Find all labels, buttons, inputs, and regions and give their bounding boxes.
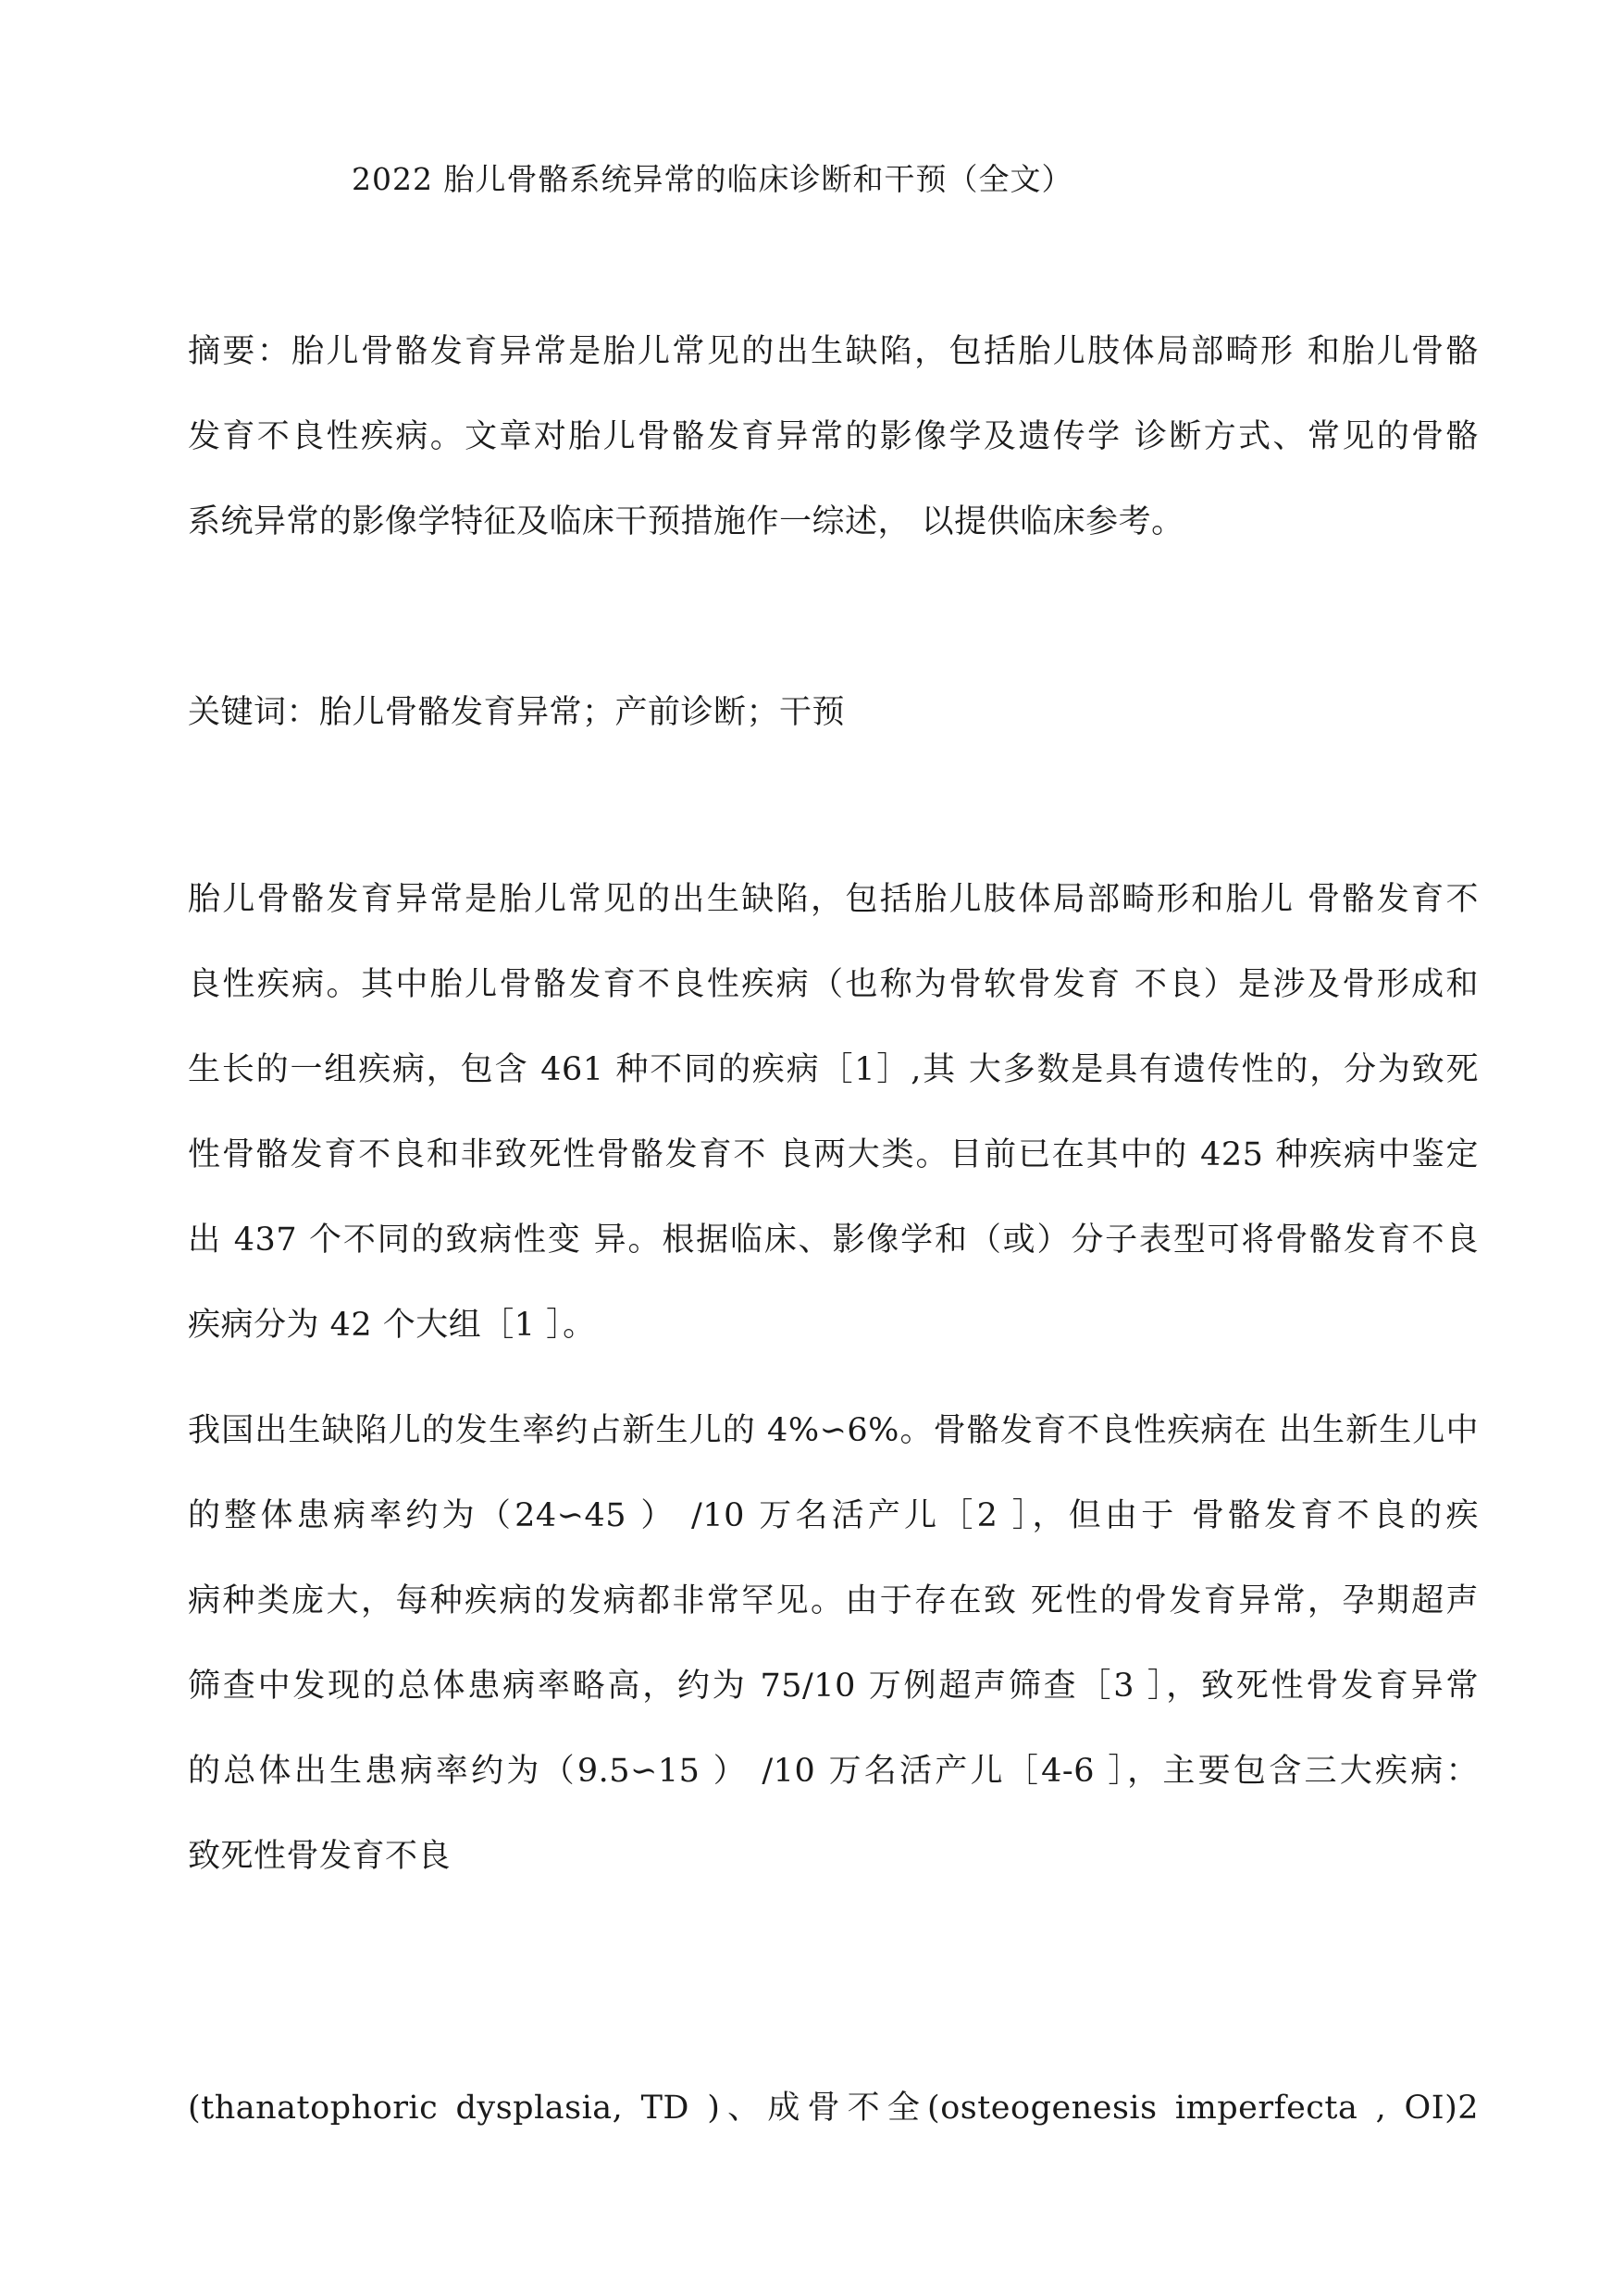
body-line: 出 437 个不同的致病性变 异。根据临床、影像学和（或）分子表型可将骨骼发育不良 [188, 1222, 1479, 1259]
abstract-line: 发育不良性疾病。文章对胎儿骨骼发育异常的影像学及遗传学 诊断方式、常见的骨骼 [188, 418, 1479, 455]
body-line: 的总体出生患病率约为（9.5∽15 ） /10 万名活产儿［4-6 ］，主要包含三大疾病： [188, 1753, 1479, 1790]
body-line: 疾病分为 42 个大组［1 ］。 [188, 1307, 596, 1344]
body-line: 性骨骼发育不良和非致死性骨骼发育不 良两大类。目前已在其中的 425 种疾病中鉴定 [188, 1136, 1479, 1173]
body-line: 胎儿骨骼发育异常是胎儿常见的出生缺陷，包括胎儿肢体局部畸形和胎儿 骨骼发育不 [188, 881, 1479, 918]
body-line: 病种类庞大，每种疾病的发病都非常罕见。由于存在致 死性的骨发育异常，孕期超声 [188, 1582, 1479, 1619]
abstract-line: 摘要：胎儿骨骼发育异常是胎儿常见的出生缺陷，包括胎儿肢体局部畸形 和胎儿骨骼 [188, 333, 1479, 370]
body-line: (thanatophoric dysplasia, TD )、成骨不全(osteogenesis imperfecta , OI)2 [188, 2090, 1479, 2127]
body-line: 我国出生缺陷儿的发生率约占新生儿的 4%∽6%。骨骼发育不良性疾病在 出生新生儿中 [188, 1412, 1479, 1449]
body-paragraph-3 [188, 2066, 1479, 2151]
document-title: 2022 胎儿骨骼系统异常的临床诊断和干预（全文） [352, 161, 1073, 197]
body-paragraph-2 [188, 1388, 1479, 1899]
abstract-paragraph [188, 309, 1479, 564]
body-line: 致死性骨发育不良 [188, 1838, 452, 1875]
body-paragraph-1 [188, 857, 1479, 1368]
body-line: 良性疾病。其中胎儿骨骼发育不良性疾病（也称为骨软骨发育 不良）是涉及骨形成和 [188, 966, 1479, 1003]
body-line: 生长的一组疾病，包含 461 种不同的疾病［1］,其 大多数是具有遗传性的，分为致死 [188, 1051, 1479, 1088]
body-line: 的整体患病率约为（24∽45 ） /10 万名活产儿［2 ］，但由于 骨骼发育不良的疾 [188, 1497, 1479, 1534]
abstract-line: 系统异常的影像学特征及临床干预措施作一综述， 以提供临床参考。 [188, 503, 1184, 540]
keywords-line: 关键词：胎儿骨骼发育异常；产前诊断；干预 [188, 694, 846, 731]
body-line: 筛查中发现的总体患病率略高，约为 75/10 万例超声筛查［3 ］，致死性骨发育异常 [188, 1668, 1479, 1705]
keywords-paragraph [188, 670, 1479, 755]
